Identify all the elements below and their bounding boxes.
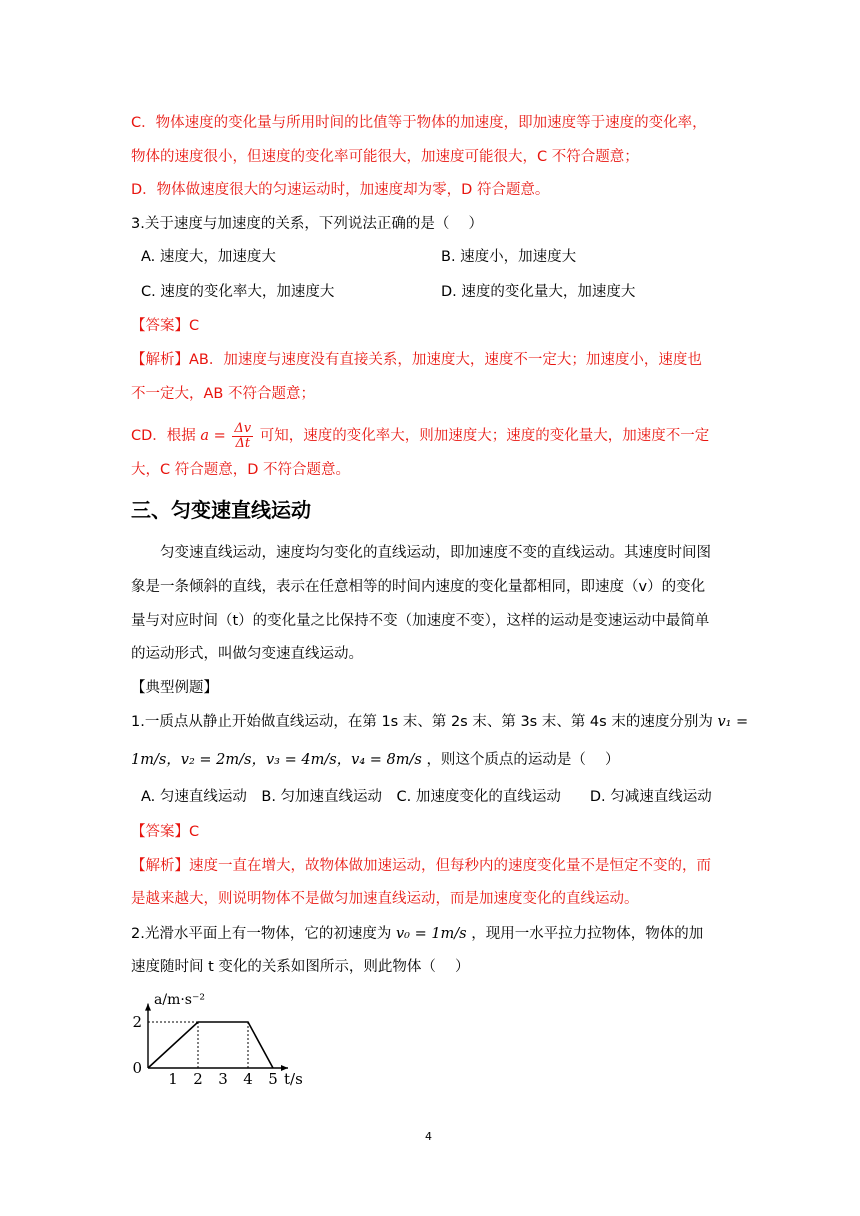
example-1-line2 [131, 750, 620, 770]
acceleration-time-graph [128, 990, 318, 1090]
x-tick-label: 1 [168, 1070, 178, 1088]
series-line [148, 1022, 273, 1068]
example-1-analysis-line1: 【解析】速度一直在增大，故物体做加速运动，但每秒内的速度变化量不是恒定不变的，而 [131, 858, 711, 874]
example-1-analysis-line2: 是越来越大，则说明物体不是做匀加速直线运动，而是加速度变化的直线运动。 [131, 891, 639, 907]
q3-option-c: C. 速度的变化率大，加速度大 [141, 284, 335, 300]
paragraph-line4: 的运动形式，叫做匀变速直线运动。 [131, 646, 363, 662]
c-explanation-line2: 物体的速度很小，但速度的变化率可能很大，加速度可能很大，C 不符合题意； [131, 149, 639, 165]
q3-analysis-post: 可知，速度的变化率大，则加速度大；速度的变化量大，加速度不一定 [259, 428, 710, 444]
q3-analysis-line4: 大，C 符合题意，D 不符合题意。 [131, 462, 351, 478]
example-2-line1 [131, 924, 703, 944]
q3-analysis-line1: 【解析】AB．加速度与速度没有直接关系，加速度大，速度不一定大；加速度小，速度也 [131, 352, 702, 368]
formula-lhs: a = [200, 428, 226, 444]
y-tick-label: 2 [132, 1013, 142, 1031]
ex2-text-post: ，现用一水平拉力拉物体，物体的加 [471, 926, 704, 942]
q3-answer: 【答案】C [131, 318, 200, 334]
x-tick-label: 3 [218, 1070, 228, 1088]
q3-option-b: B. 速度小，加速度大 [441, 249, 577, 265]
paragraph-line2: 象是一条倾斜的直线，表示在任意相等的时间内速度的变化量都相同，即速度（v）的变化 [131, 579, 706, 595]
question-3: 3.关于速度与加速度的关系，下列说法正确的是（ ） [131, 216, 483, 232]
page-number: 4 [425, 1130, 432, 1143]
q3-analysis-pre: CD．根据 [131, 428, 196, 444]
formula-numerator: Δv [234, 420, 252, 436]
example-1-answer: 【答案】C [131, 824, 200, 840]
x-tick-label: 4 [243, 1070, 253, 1088]
q3-option-a: A. 速度大，加速度大 [141, 249, 276, 265]
q3-option-d: D. 速度的变化量大，加速度大 [441, 284, 636, 300]
y-axis-arrow [145, 1004, 151, 1011]
paragraph-line1: 匀变速直线运动，速度均匀变化的直线运动，即加速度不变的直线运动。其速度时间图 [160, 545, 711, 561]
example-heading: 【典型例题】 [131, 680, 218, 696]
ex1-question-tail: ，则这个质点的运动是（ ） [426, 752, 620, 768]
c-explanation-line1: C．物体速度的变化量与所用时间的比值等于物体的加速度，即加速度等于速度的变化率， [131, 115, 707, 131]
x-tick-label: 5 [268, 1070, 278, 1088]
section-title: 三、匀变速直线运动 [131, 498, 311, 522]
x-tick-label: 2 [193, 1070, 203, 1088]
y-tick-label: 0 [132, 1059, 142, 1077]
ex1-math-values: 1m/s，v₂ = 2m/s，v₃ = 4m/s，v₄ = 8m/s [131, 752, 422, 768]
ex1-text: 1.一质点从静止开始做直线运动，在第 1s 末、第 2s 末、第 3s 末、第 4s 末的速度分别为 [131, 714, 713, 730]
paragraph-line3: 量与对应时间（t）的变化量之比保持不变（加速度不变），这样的运动是变速运动中最简单 [131, 613, 710, 629]
q3-analysis-line3 [131, 421, 709, 451]
example-1-line1 [131, 712, 748, 732]
ex2-math-v0: v₀ = 1m/s [395, 926, 467, 942]
x-axis-label: t/s [284, 1070, 303, 1088]
example-2-line2: 速度随时间 t 变化的关系如图所示，则此物体（ ） [131, 959, 470, 975]
q3-analysis-line2: 不一定大，AB 不符合题意； [131, 386, 315, 402]
ex1-math-v1: v₁ = [717, 714, 749, 730]
y-axis-label: a/m·s⁻² [154, 992, 205, 1008]
example-1-options: A. 匀速直线运动 B. 匀加速直线运动 C. 加速度变化的直线运动 D. 匀减速直线运动 [141, 789, 712, 805]
formula-fraction [232, 422, 253, 451]
ex2-text-pre: 2.光滑水平面上有一物体，它的初速度为 [131, 926, 392, 942]
d-explanation: D．物体做速度很大的匀速运动时，加速度却为零，D 符合题意。 [131, 182, 550, 198]
formula-denominator: Δt [235, 435, 251, 451]
